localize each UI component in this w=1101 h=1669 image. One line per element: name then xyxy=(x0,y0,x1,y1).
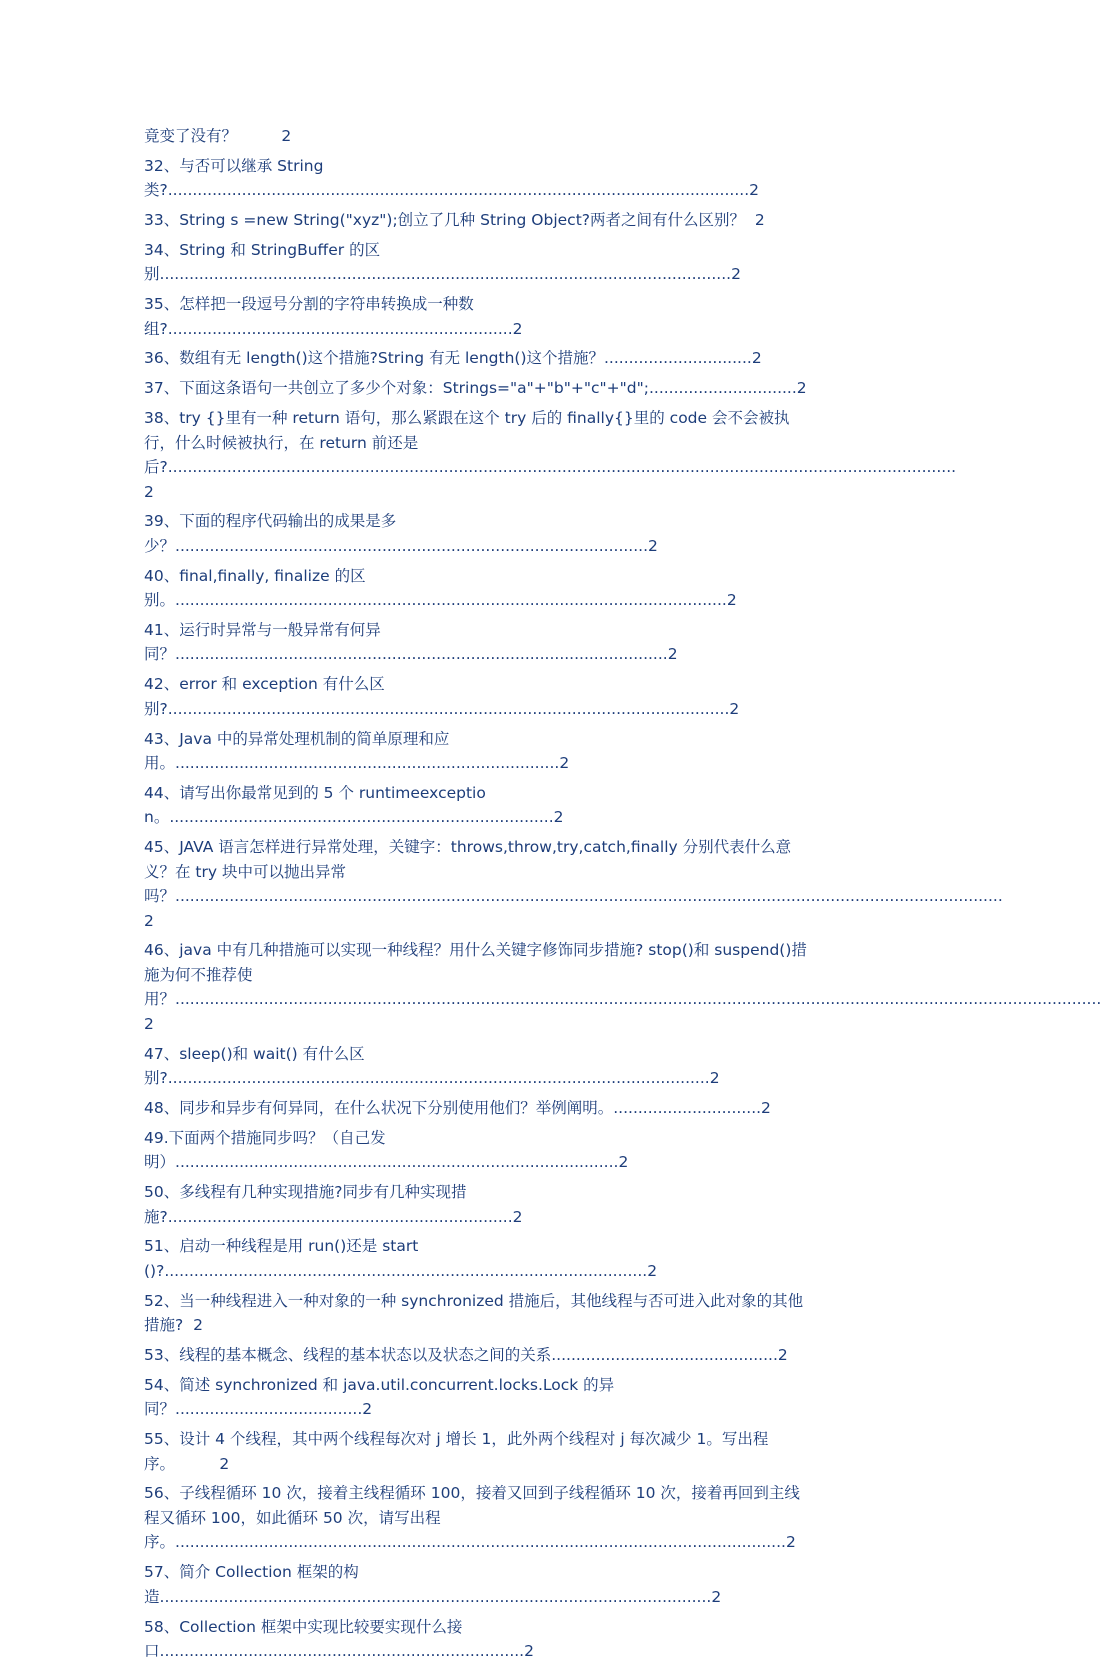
toc-page-number: 2 xyxy=(785,1533,796,1552)
toc-entry[interactable] xyxy=(144,618,809,667)
toc-page-number: 2 xyxy=(751,349,762,368)
toc-leader: .................................................................................................................. xyxy=(167,699,730,718)
toc-leader xyxy=(183,1316,193,1334)
toc-entry[interactable] xyxy=(144,1289,809,1338)
toc-entry-title: 33、String s =new String("xyz");创立了几种 String Object?两者之间有什么区别？ xyxy=(144,211,745,230)
toc-page-number: 2 xyxy=(281,127,292,145)
toc-leader: ................................................................................................................ xyxy=(175,591,727,610)
toc-page-number: 2 xyxy=(729,699,740,718)
toc-page-number: 2 xyxy=(709,1069,720,1088)
toc-entry[interactable] xyxy=(144,1042,809,1091)
toc-entry[interactable] xyxy=(144,1343,809,1368)
toc-entry-title: 40、final,finally, finalize 的区别。 xyxy=(144,566,366,610)
toc-entry[interactable] xyxy=(144,292,809,341)
toc-page-number: 2 xyxy=(648,536,658,555)
toc-entry[interactable] xyxy=(144,938,1101,1036)
toc-leader: .................................................................................................................... xyxy=(159,265,732,284)
toc-entry-title: 36、数组有无 length()这个措施?String 有无 length()这个措施？ xyxy=(144,349,604,368)
toc-page-number: 2 xyxy=(749,181,759,200)
toc-leader: .................................................................................................... xyxy=(175,645,668,664)
toc-entry[interactable] xyxy=(144,238,809,287)
toc-entry-title: 58、Collection 框架中实现比较要实现什么接口 xyxy=(144,1617,463,1661)
toc-entry-title: 52、当一种线程进入一种对象的一种 synchronized 措施后，其他线程与否可进入此对象的其他措施? xyxy=(144,1291,804,1335)
toc-entry[interactable] xyxy=(144,1560,809,1609)
toc-entry-title: 42、error 和 exception 有什么区别? xyxy=(144,675,385,718)
toc-entry-title: 57、简介 Collection 框架的构造 xyxy=(144,1563,359,1606)
toc-entry[interactable] xyxy=(144,1126,809,1175)
toc-leader: .............................................. xyxy=(551,1346,778,1365)
toc-leader xyxy=(175,1455,219,1473)
toc-entry-title: 54、简述 synchronized 和 java.util.concurrent.locks.Lock 的异同？ xyxy=(144,1375,615,1419)
toc-entry-title: 46、java 中有几种措施可以实现一种线程？用什么关键字修饰同步措施? stop()和 suspend()措施为何不推荐使用？ xyxy=(144,941,807,1009)
toc-entry-title: 44、请写出你最常见到的 5 个 runtimeexception。 xyxy=(144,783,486,827)
toc-page-number: 2 xyxy=(731,265,741,284)
toc-page-number: 2 xyxy=(618,1153,629,1172)
toc-entry[interactable] xyxy=(144,124,809,149)
toc-page-number: 2 xyxy=(726,591,737,610)
toc-page-number: 2 xyxy=(667,645,678,664)
toc-entry[interactable] xyxy=(144,835,1003,933)
toc-entry-title: 45、JAVA 语言怎样进行异常处理，关键字：throws,throw,try,catch,finally 分别代表什么意义？在 try 块中可以抛出异常吗？ xyxy=(144,838,792,906)
toc-leader: .......................................................................................... xyxy=(175,1153,619,1172)
toc-leader: .............................. xyxy=(613,1099,762,1118)
toc-entry-title: 38、try {}里有一种 return 语句，那么紧跟在这个 try 后的 finally{}里的 code 会不会被执行，什么时候被执行，在 return 前还是后? xyxy=(144,409,790,477)
toc-leader xyxy=(745,211,755,229)
toc-page-number: 2 xyxy=(647,1261,658,1280)
toc-entry-title: 43、Java 中的异常处理机制的简单原理和应用。 xyxy=(144,729,450,773)
toc-entry-title: 32、与否可以继承 String 类? xyxy=(144,156,324,200)
toc-entry-title: 48、同步和异步有何异同，在什么状况下分别使用他们？举例阐明。 xyxy=(144,1099,614,1118)
toc-entry[interactable] xyxy=(144,1373,809,1422)
toc-page-number: 2 xyxy=(193,1316,203,1335)
toc-entry-title: 56、子线程循环 10 次，接着主线程循环 100，接着又回到子线程循环 10 次，接着再回到主线程又循环 100，如此循环 50 次，请写出程序。 xyxy=(144,1484,800,1552)
toc-entry-title: 55、设计 4 个线程，其中两个线程每次对 j 增长 1，此外两个线程对 j 每次减少 1。写出程序。 xyxy=(144,1430,769,1473)
toc-leader: ........................................................................................................................................................................ xyxy=(175,887,1003,906)
toc-entry-title: 53、线程的基本概念、线程的基本状态以及状态之间的关系 xyxy=(144,1346,552,1365)
toc-entry[interactable] xyxy=(144,781,809,830)
toc-entry-title: 51、启动一种线程是用 run()还是 start()? xyxy=(144,1237,419,1280)
toc-entry[interactable] xyxy=(144,727,809,776)
toc-page-number: 2 xyxy=(219,1454,230,1473)
toc-leader: .............................. xyxy=(604,349,752,368)
toc-entry-title: 37、下面这条语句一共创立了多少个对象：Strings="a"+"b"+"c"+"d"; xyxy=(144,379,649,398)
toc-entry[interactable] xyxy=(144,346,809,371)
toc-leader: .............................................................................. xyxy=(169,808,554,827)
toc-page-number: 2 xyxy=(777,1346,788,1365)
toc-entry[interactable] xyxy=(144,509,809,558)
toc-entry[interactable] xyxy=(144,1234,809,1283)
toc-leader xyxy=(237,127,281,145)
toc-entry[interactable] xyxy=(144,406,957,504)
toc-entry[interactable] xyxy=(144,154,809,203)
toc-entry-title: 41、运行时异常与一般异常有何异同？ xyxy=(144,620,381,664)
toc-page-number: 2 xyxy=(559,754,570,773)
toc-entry[interactable] xyxy=(144,1427,809,1476)
toc-page-number: 2 xyxy=(711,1587,722,1606)
toc-leader: ................................................................................................................................................................ xyxy=(167,458,957,477)
toc-entry[interactable] xyxy=(144,1615,809,1664)
table-of-contents xyxy=(144,124,1101,1669)
toc-leader: ................................................................................................ xyxy=(175,536,649,555)
toc-leader: ................................................................................................................ xyxy=(159,1587,712,1606)
toc-page-number: 2 xyxy=(512,319,523,338)
toc-page-number: 2 xyxy=(754,211,765,230)
toc-entry-title: 35、怎样把一段逗号分割的字符串转换成一种数组? xyxy=(144,295,474,338)
toc-leader: .................................................................................................. xyxy=(164,1261,648,1280)
toc-leader: ...................................... xyxy=(175,1400,363,1419)
toc-leader: ............................................................................................................................ xyxy=(175,1533,786,1552)
toc-page-number: 2 xyxy=(761,1099,771,1118)
toc-page-number: 2 xyxy=(796,379,807,398)
toc-leader: .............................. xyxy=(648,379,797,398)
toc-entry-title: 34、String 和 StringBuffer 的区别 xyxy=(144,240,381,284)
toc-entry[interactable] xyxy=(144,672,809,721)
toc-leader: .............................................................................................................. xyxy=(167,1069,710,1088)
toc-entry-title: 49.下面两个措施同步吗？（自己发明） xyxy=(144,1128,386,1172)
toc-page-number: 2 xyxy=(144,482,154,501)
toc-page-number: 2 xyxy=(553,808,564,827)
toc-page-number: 2 xyxy=(524,1642,534,1661)
toc-entry[interactable] xyxy=(144,376,809,401)
toc-entry[interactable] xyxy=(144,1180,809,1229)
toc-leader: ...................................................................... xyxy=(167,319,513,338)
toc-page-number: 2 xyxy=(144,1014,154,1033)
toc-page-number: 2 xyxy=(512,1207,523,1226)
toc-entry-title: 50、多线程有几种实现措施?同步有几种实现措施? xyxy=(144,1183,467,1226)
toc-entry-title: 竟变了没有？ xyxy=(144,127,238,145)
toc-entry[interactable] xyxy=(144,1096,809,1121)
toc-entry-title: 47、sleep()和 wait() 有什么区别? xyxy=(144,1044,365,1088)
toc-page-number: 2 xyxy=(362,1400,373,1419)
toc-leader: ............................................................................................................................................................................................ xyxy=(175,990,1101,1009)
toc-entry[interactable] xyxy=(144,1481,809,1555)
toc-entry-title: 39、下面的程序代码输出的成果是多少？ xyxy=(144,512,397,555)
toc-leader: .......................................................................... xyxy=(159,1642,525,1661)
toc-leader: ...................................................................... xyxy=(167,1207,513,1226)
toc-leader: ...................................................................................................................... xyxy=(167,181,750,200)
toc-page-number: 2 xyxy=(144,911,154,930)
toc-entry[interactable] xyxy=(144,208,809,233)
toc-leader: .............................................................................. xyxy=(175,754,560,773)
toc-entry[interactable] xyxy=(144,564,809,613)
